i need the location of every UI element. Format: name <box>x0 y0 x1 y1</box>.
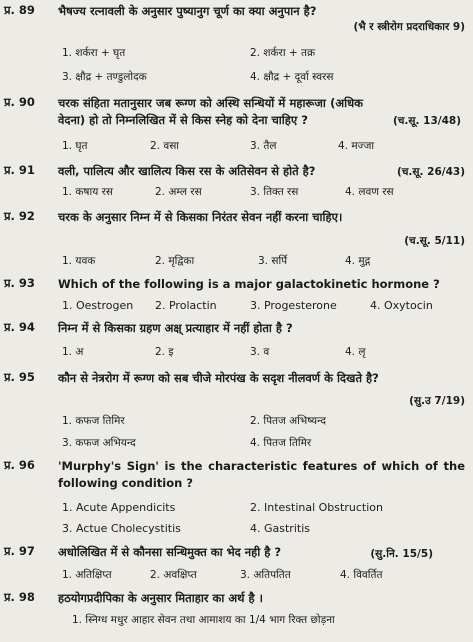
question-text: चरक संहिता मतानुसार जब रूग्ण को अस्थि सन्धियों में महारूजा (अधिक वेदना) हो तो निम्नलिखित में से किस स्नेह को देना चाहिए ? <box>58 96 363 127</box>
question-number: प्र. 98 <box>4 590 35 604</box>
question-reference: (च.सू. 26/43) <box>396 166 465 178</box>
question-number: प्र. 94 <box>4 320 35 334</box>
question-number: प्र. 89 <box>4 3 35 17</box>
option-4: 4. मज्जा <box>338 140 375 152</box>
option-1: 1. कफज तिमिर <box>62 415 125 427</box>
option-4: 4. क्षौद्र + दूर्वा स्वरस <box>250 71 334 83</box>
question-reference: (च.सू. 5/11) <box>404 235 465 247</box>
option-3: 3. तिक्त रस <box>250 186 299 198</box>
question-text: कौन से नेत्ररोग में रूग्ण को सब चीजे मोरपंख के सदृश नीलवर्ण के दिखते है? <box>58 371 379 385</box>
question-reference: (च.सू. 13/48) <box>392 115 461 127</box>
option-2: 2. अवक्षिप्त <box>150 569 197 581</box>
option-1: 1. अतिक्षिप्त <box>62 569 112 581</box>
option-4: 4. Gastritis <box>250 522 310 535</box>
question-text: अधोलिखित में से कौनसा सन्धिमुक्त का भेद नही है ? <box>58 545 282 559</box>
question-reference: (भै र स्त्रीरोग प्रदराधिकार 9) <box>353 21 465 33</box>
question-text: चरक के अनुसार निम्न में से किसका निरंतर सेवन नहीं करना चाहिए। <box>58 210 343 224</box>
option-3: 3. व <box>250 346 270 358</box>
option-3: 3. क्षौद्र + तण्डुलोदक <box>62 71 147 83</box>
option-4: 4. लवण रस <box>345 186 394 198</box>
question-number: प्र. 90 <box>4 95 35 109</box>
option-1: 1. Oestrogen <box>62 299 134 312</box>
option-1: 1. Acute Appendicits <box>62 501 176 514</box>
option-2: 2. Intestinal Obstruction <box>250 501 383 514</box>
option-3: 3. कफज अभियन्द <box>62 437 136 449</box>
option-4: 4. विवर्तित <box>340 569 383 581</box>
question-text: निम्न में से किसका ग्रहण अक्ष् प्रत्याहार में नहीं होता है ? <box>58 321 293 335</box>
option-4: 4. पितज तिमिर <box>250 437 312 449</box>
question-number: प्र. 95 <box>4 370 35 384</box>
question-number: प्र. 96 <box>4 458 35 472</box>
option-1: 1. स्निग्ध मधुर आहार सेवन तथा आमाशय का 1/4 भाग रिक्त छोड़ना <box>72 614 335 626</box>
option-3: 3. सर्पि <box>258 255 288 267</box>
question-number: प्र. 97 <box>4 544 35 558</box>
option-1: 1. घृत <box>62 140 88 152</box>
option-1: 1. कषाय रस <box>62 186 114 198</box>
option-2: 2. इ <box>155 346 174 358</box>
option-2: 2. पितज अभिष्यन्द <box>250 415 326 427</box>
option-1: 1. यवक <box>62 255 96 267</box>
question-text: Which of the following is a major galactokinetic hormone ? <box>58 277 440 291</box>
option-1: 1. शर्करा + घृत <box>62 47 126 59</box>
option-2: 2. मृद्विका <box>155 255 195 267</box>
question-text: भैषज्य रत्नावली के अनुसार पुष्यानुग चूर्ण का क्या अनुपान है? <box>58 4 317 18</box>
question-reference: (सु.नि. 15/5) <box>370 548 433 560</box>
question-number: प्र. 93 <box>4 276 35 290</box>
question-text: 'Murphy's Sign' is the characteristic features of which of the following condition ? <box>58 459 465 490</box>
question-number: प्र. 91 <box>4 163 35 177</box>
option-4: 4. Oxytocin <box>370 299 433 312</box>
question-reference: (सु.उ 7/19) <box>409 395 465 407</box>
question-number: प्र. 92 <box>4 209 35 223</box>
option-2: 2. अम्ल रस <box>155 186 202 198</box>
question-text: हठयोगप्रदीपिका के अनुसार मिताहार का अर्थ है । <box>58 591 263 605</box>
option-1: 1. अ <box>62 346 84 358</box>
question-text: वली, पालित्य और खालित्य किस रस के अतिसेवन से होते है? <box>58 164 316 178</box>
option-2: 2. वसा <box>150 140 180 152</box>
option-2: 2. Prolactin <box>155 299 217 312</box>
option-3: 3. अतिपतित <box>240 569 291 581</box>
option-4: 4. लृ <box>345 346 366 358</box>
option-3: 3. तैल <box>250 140 277 152</box>
option-3: 3. Actue Cholecystitis <box>62 522 181 535</box>
option-4: 4. मुद्ग <box>345 255 371 267</box>
option-2: 2. शर्करा + तक्र <box>250 47 316 59</box>
option-3: 3. Progesterone <box>250 299 337 312</box>
